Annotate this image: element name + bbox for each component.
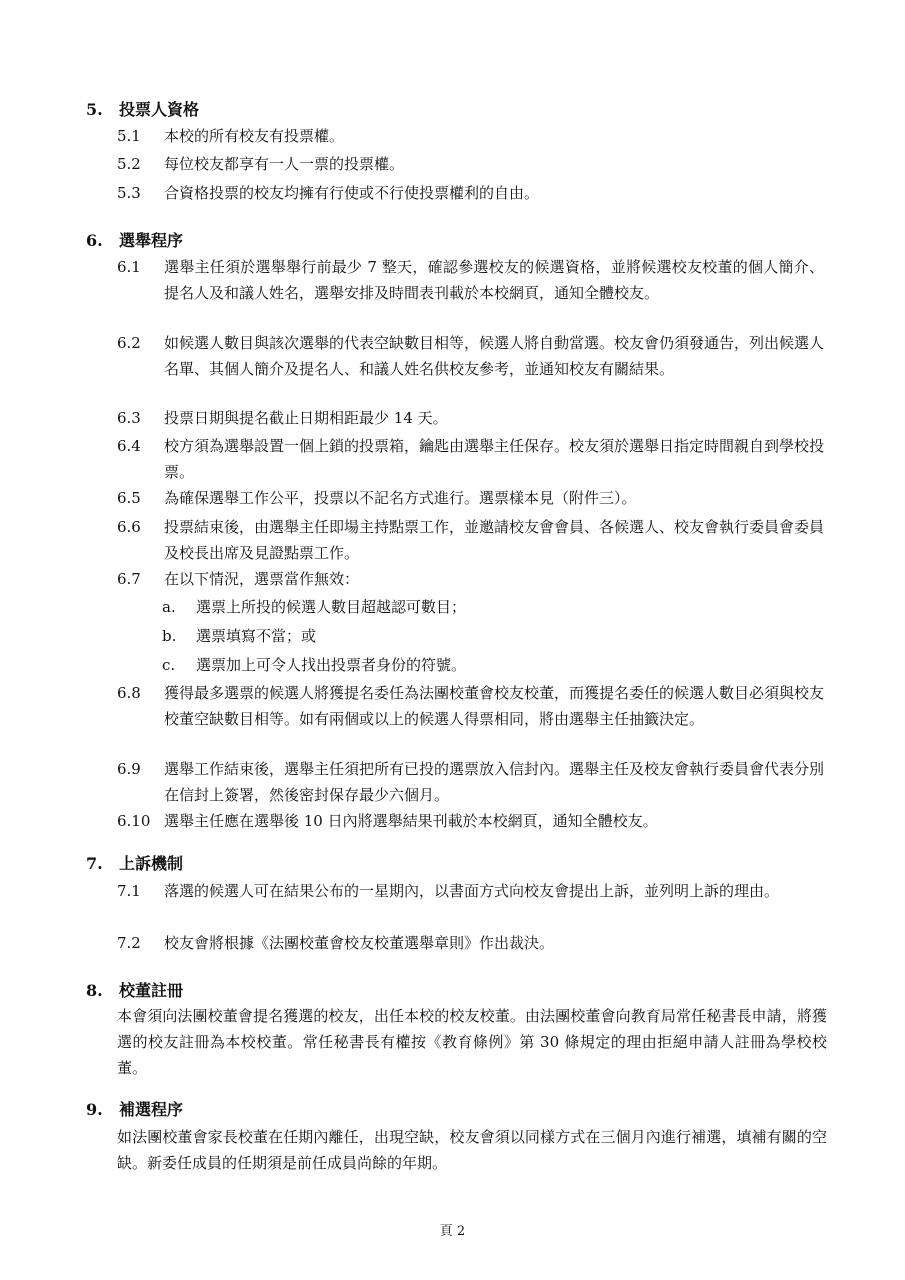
section-heading-9	[86, 1099, 183, 1121]
clause-number: 6.9	[117, 760, 141, 778]
clause-5-1	[117, 123, 827, 149]
clause-number: 7.1	[117, 882, 141, 900]
clause-text: 選舉工作結束後，選舉主任須把所有已投的選票放入信封內。選舉主任及校友會執行委員會代表分別在信封上簽署，然後密封保存最少六個月。	[164, 760, 825, 804]
clause-6-5	[117, 485, 827, 511]
section-heading-6	[86, 230, 183, 252]
page-number: 頁 2	[439, 1224, 466, 1239]
clause-number: 6.8	[117, 684, 141, 702]
sub-clause-text: 選票上所投的候選人數目超越認可數目；	[196, 598, 467, 616]
section-heading-8	[86, 980, 183, 1002]
clause-number: 6.1	[117, 258, 141, 276]
section-title: 上訴機制	[119, 854, 184, 873]
clause-6-3	[117, 405, 827, 431]
clause-text: 校友會將根據《法團校董會校友校董選舉章則》作出裁決。	[164, 934, 555, 952]
clause-6-2	[117, 330, 827, 382]
clause-5-3	[117, 180, 827, 206]
sub-clause-text: 選票加上可令人找出投票者身份的符號。	[196, 656, 467, 674]
clause-text: 如候選人數目與該次選舉的代表空缺數目相等，候選人將自動當選。校友會仍須發通告，列出候選人名單、其個人簡介及提名人、和議人姓名供校友參考，並通知校友有關結果。	[164, 334, 825, 378]
section-heading-7	[86, 853, 183, 875]
section-title: 補選程序	[119, 1100, 184, 1119]
clause-6-7	[117, 566, 827, 592]
clause-5-2	[117, 151, 827, 177]
clause-number: 6.5	[117, 489, 141, 507]
clause-6-6	[117, 514, 827, 566]
clause-text: 獲得最多選票的候選人將獲提名委任為法團校董會校友校董，而獲提名委任的候選人數目必須與校友校董空缺數目相等。如有兩個或以上的候選人得票相同，將由選舉主任抽籤決定。	[164, 684, 825, 728]
clause-text: 在以下情況，選票當作無效：	[164, 570, 360, 588]
clause-text: 合資格投票的校友均擁有行使或不行使投票權利的自由。	[164, 184, 540, 202]
section-8-paragraph: 本會須向法團校董會提名獲選的校友，出任本校的校友校董。由法團校董會向教育局常任秘書長申請，將獲選的校友註冊為本校校董。常任秘書長有權按《教育條例》第 30 條規定的理由拒絕申請人註冊為學校校董。	[117, 1007, 827, 1077]
clause-number: 6.3	[117, 409, 141, 427]
clause-7-1	[117, 878, 827, 904]
clause-6-8	[117, 680, 827, 732]
clause-text: 落選的候選人可在結果公布的一星期內，以書面方式向校友會提出上訴，並列明上訴的理由。	[164, 882, 780, 900]
clause-text: 投票結束後，由選舉主任即場主持點票工作，並邀請校友會會員、各候選人、校友會執行委員會委員及校長出席及見證點票工作。	[164, 518, 825, 562]
section-number: 5.	[86, 100, 103, 119]
clause-text: 每位校友都享有一人一票的投票權。	[164, 155, 405, 173]
clause-text: 本校的所有校友有投票權。	[164, 127, 345, 145]
clause-text: 選舉主任須於選舉舉行前最少 7 整天，確認參選校友的候選資格，並將候選校友校董的個人簡介、提名人及和議人姓名，選舉安排及時間表刊載於本校網頁，通知全體校友。	[164, 258, 824, 302]
clause-text: 投票日期與提名截止日期相距最少 14 天。	[164, 409, 448, 427]
clause-text: 選舉主任應在選舉後 10 日內將選舉結果刊載於本校網頁，通知全體校友。	[164, 812, 658, 830]
sub-clause-letter: b.	[162, 627, 177, 645]
clause-6-9	[117, 756, 827, 808]
clause-number: 5.2	[117, 155, 141, 173]
sub-clause-c	[162, 652, 822, 678]
sub-clause-b	[162, 623, 822, 649]
clause-text: 為確保選舉工作公平，投票以不記名方式進行。選票樣本見（附件三）。	[164, 489, 637, 507]
section-title: 選舉程序	[119, 231, 184, 250]
section-heading-5	[86, 99, 199, 121]
clause-number: 6.7	[117, 570, 141, 588]
clause-6-1	[117, 254, 827, 306]
clause-number: 6.6	[117, 518, 141, 536]
clause-text: 校方須為選舉設置一個上鎖的投票箱，鑰匙由選舉主任保存。校友須於選舉日指定時間親自到學校投票。	[164, 437, 825, 481]
clause-6-4	[117, 433, 827, 485]
section-title: 投票人資格	[119, 100, 200, 119]
sub-clause-letter: c.	[162, 656, 176, 674]
clause-6-10	[117, 808, 827, 834]
clause-number: 5.3	[117, 184, 141, 202]
sub-clause-text: 選票填寫不當；或	[196, 627, 317, 645]
clause-number: 7.2	[117, 934, 141, 952]
section-number: 9.	[86, 1100, 103, 1119]
clause-number: 6.10	[117, 812, 151, 830]
section-number: 7.	[86, 854, 103, 873]
clause-number: 6.2	[117, 334, 141, 352]
section-number: 6.	[86, 231, 103, 250]
section-title: 校董註冊	[119, 981, 184, 1000]
section-9-paragraph: 如法團校董會家長校董在任期內離任，出現空缺，校友會須以同樣方式在三個月內進行補選，填補有關的空缺。新委任成員的任期須是前任成員尚餘的年期。	[117, 1128, 827, 1172]
clause-7-2	[117, 930, 827, 956]
sub-clause-letter: a.	[162, 598, 176, 616]
section-number: 8.	[86, 981, 103, 1000]
sub-clause-a	[162, 594, 822, 620]
clause-number: 5.1	[117, 127, 141, 145]
clause-number: 6.4	[117, 437, 141, 455]
